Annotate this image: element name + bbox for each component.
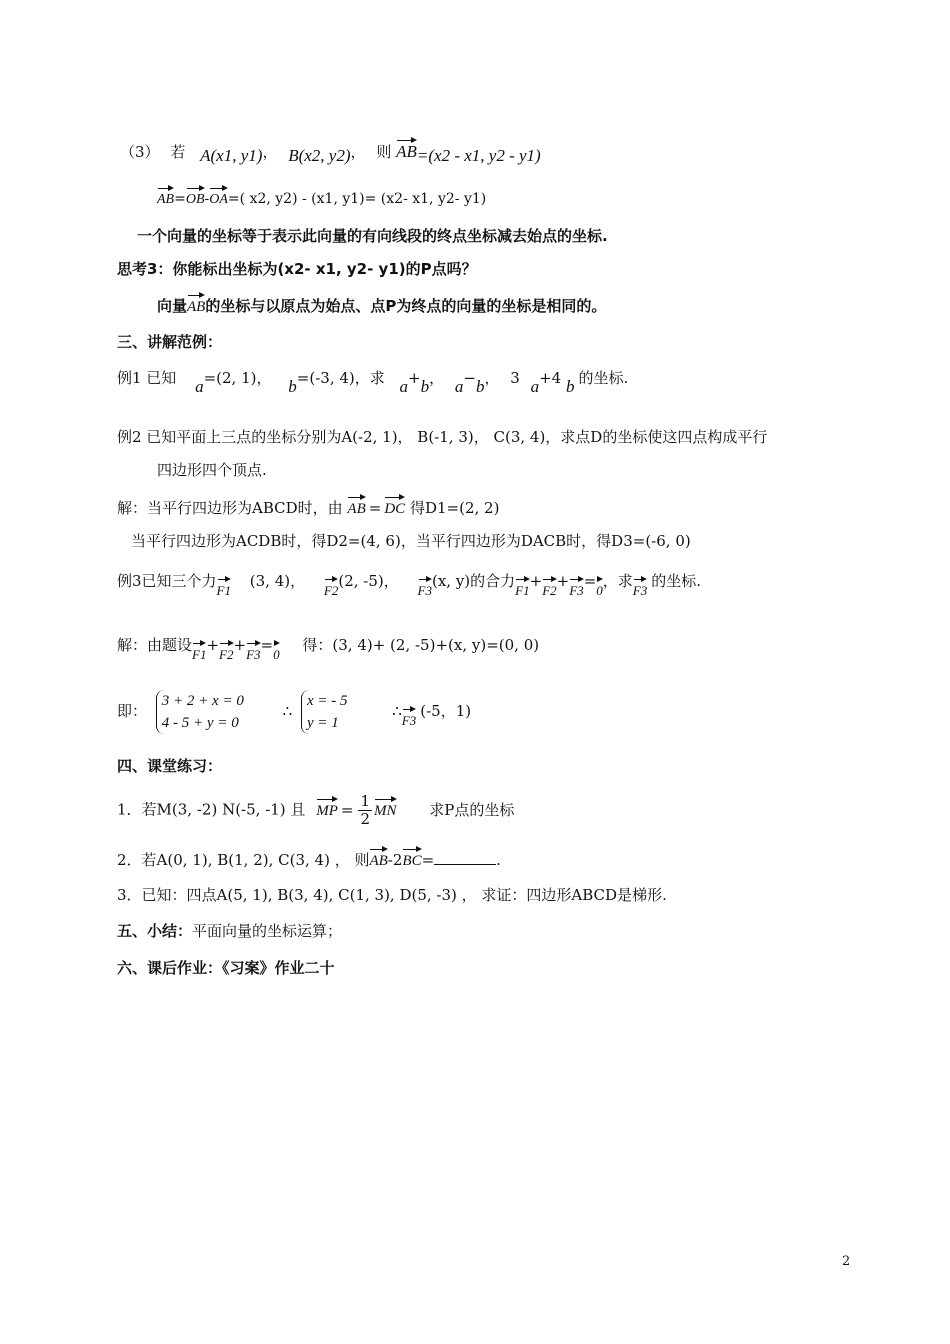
vector-ob: OB (186, 185, 205, 211)
formula-line-3: （3） 若 A(x1, y1)， B(x2, y2)， 则 AB=(x2 - x1, y2 - y1) (120, 137, 541, 163)
example-2-line2: 四边形四个顶点. (157, 461, 267, 479)
ze-text: 则 (376, 143, 392, 161)
ex3-tail: 的坐标. (651, 572, 702, 590)
ex3-sum-tail: ，求 (602, 572, 633, 590)
equals: = (340, 800, 354, 819)
ex3-lead: 例3已知三个力 (117, 572, 217, 590)
vec-b-value: =(-3, 4)，求 (296, 369, 385, 387)
vector-f1: F1 (217, 576, 231, 602)
solution-3: 解：由题设F1+F2+F3=0 得：(3, 4)+ (2, -5)+(x, y)=(0, 0) (117, 631, 539, 657)
vector-f3: F3 (633, 576, 647, 602)
page-number: 2 (842, 1254, 851, 1269)
vec-b: b (566, 377, 575, 396)
comma: ， (484, 369, 500, 387)
sol2a-pre: 解：当平行四边形为ABCD时，由 (117, 499, 343, 517)
vector-f3: F3 (569, 576, 583, 602)
vector-f2: F2 (542, 576, 556, 602)
practice-1 (117, 793, 514, 828)
practice-2 (117, 846, 501, 872)
p1-pre: 1．若M(3, -2) N(-5, -1) 且 (117, 800, 306, 819)
difference-rest: =( x2, y2) - (x1, y1)= (x2- x1, y2- y1) (227, 191, 487, 207)
vector-f2: F2 (219, 640, 233, 666)
p2-pre: 2．若A(0, 1), B(1, 2), C(3, 4) ， 则 (117, 851, 370, 869)
numerator: 1 (360, 792, 371, 810)
vector-ab: AB (187, 292, 205, 318)
p2-minus-two: -2 (387, 851, 403, 869)
vec-b: b (420, 377, 430, 396)
therefore-symbol: ∴ (282, 702, 293, 720)
comma: ， (429, 369, 445, 387)
vector-ab: AB (369, 846, 387, 872)
section-heading-5: 五、小结： (117, 922, 193, 940)
f1-value: (3, 4)， (249, 572, 306, 590)
vector-zero: 0 (273, 640, 280, 666)
sol3-post: 得：(3, 4)+ (2, -5)+(x, y)=(0, 0) (302, 636, 540, 654)
vector-ab-rhs: =(x2 - x1, y2 - y1) (416, 146, 541, 165)
p2-equals: = (421, 851, 435, 869)
p2-end: . (496, 851, 501, 869)
formula-difference: AB=OB-OA=( x2, y2) - (x1, y1)= (x2- x1, y2- y1) (157, 185, 486, 211)
plus-sign: + (408, 369, 421, 387)
sol3-pre: 解：由题设 (117, 636, 193, 654)
coef-four: +4 (539, 369, 562, 387)
sol3b-pre: 即： (117, 702, 148, 720)
sikao3-text: 思考3：你能标出坐标为(x2- x1, y2- y1)的P点吗？ (117, 260, 477, 278)
vec-a: a (399, 377, 409, 396)
conclusion-text: 一个向量的坐标等于表示此向量的有向线段的终点坐标减去始点的坐标. (137, 227, 608, 245)
vec-a: a (454, 377, 464, 396)
answer-blank[interactable] (434, 850, 496, 865)
vector-ab: AB (396, 137, 417, 163)
solution-3b (117, 690, 471, 734)
vector-ab: AB (157, 185, 174, 211)
vector-bc: BC (402, 846, 421, 872)
vector-note (157, 292, 606, 318)
vector-note-post: 的坐标与以原点为始点、点P为终点的向量的坐标是相同的。 (205, 297, 607, 315)
equation-system-1 (156, 690, 244, 734)
example-3: 例3已知三个力F1 (3, 4)， F2(2, -5)， F3(x, y)的合力F1+F2+F3=0，求F3的坐标. (117, 567, 701, 593)
therefore-symbol: ∴ (392, 702, 402, 720)
ex1-lead: 例1 已知 (117, 369, 177, 387)
vec-b: b (288, 377, 297, 396)
point-b: B(x2, y2) (288, 146, 351, 165)
minus-sign: − (463, 369, 476, 387)
vector-f3: F3 (246, 640, 260, 666)
f3-value: (x, y)的合力 (431, 572, 516, 590)
denominator: 2 (360, 810, 371, 828)
practice-3: 3．已知：四点A(5, 1), B(3, 4), C(1, 3), D(5, -3) ， 求证：四边形ABCD是梯形. (117, 886, 667, 904)
fraction-half (358, 793, 372, 828)
solution-2a (117, 494, 499, 520)
eq-2a: x = - 5 (306, 693, 348, 709)
vec-a: a (530, 377, 540, 396)
vector-f2: F2 (324, 576, 338, 602)
section-heading-3: 三、讲解范例： (117, 333, 223, 351)
eq-2b: y = 1 (306, 715, 339, 731)
vec-b: b (475, 377, 485, 396)
f3-result: (-5，1) (420, 702, 472, 720)
section-5 (117, 920, 342, 942)
section-heading-4: 四、课堂练习： (117, 757, 223, 775)
example-1 (117, 367, 629, 396)
point-a: A(x1, y1) (200, 146, 263, 165)
eq-1b: 4 - 5 + y = 0 (161, 715, 239, 731)
vector-mp: MP (316, 796, 338, 822)
equation-system-2 (301, 690, 348, 734)
summary-text: 平面向量的坐标运算； (192, 922, 343, 940)
sol2a-post: 得D1=(2, 2) (409, 499, 500, 517)
vector-oa: OA (209, 185, 228, 211)
solution-2b: 当平行四边形为ACDB时，得D2=(4, 6)，当平行四边形为DACB时，得D3=(-6, 0) (131, 532, 691, 550)
eq-1a: 3 + 2 + x = 0 (161, 693, 244, 709)
ex1-tail: 的坐标. (578, 369, 629, 387)
vector-ab: AB (347, 494, 365, 520)
vector-zero: 0 (596, 576, 603, 602)
vector-dc: DC (384, 494, 405, 520)
vector-f3: F3 (402, 706, 416, 732)
vec-a-value: =(2, 1)， (203, 369, 272, 387)
coef-three: 3 (510, 369, 520, 387)
example-2-line1: 例2 已知平面上三点的坐标分别为A(-2, 1)， B(-1, 3)， C(3, 4)，求点D的坐标使这四点构成平行 (117, 428, 768, 446)
vector-mn: MN (374, 796, 397, 822)
vector-f3: F3 (418, 576, 432, 602)
vector-f1: F1 (192, 640, 206, 666)
equals: = (368, 499, 382, 517)
p1-post: 求P点的坐标 (429, 800, 515, 819)
vector-note-pre: 向量 (157, 297, 188, 315)
vec-a: a (195, 377, 204, 396)
ruo-text: 若 (170, 143, 186, 161)
f2-value: (2, -5)， (338, 572, 399, 590)
section-heading-6: 六、课后作业：《习案》作业二十 (117, 959, 335, 977)
vector-f1: F1 (515, 576, 529, 602)
item-label: （3） (120, 143, 160, 161)
